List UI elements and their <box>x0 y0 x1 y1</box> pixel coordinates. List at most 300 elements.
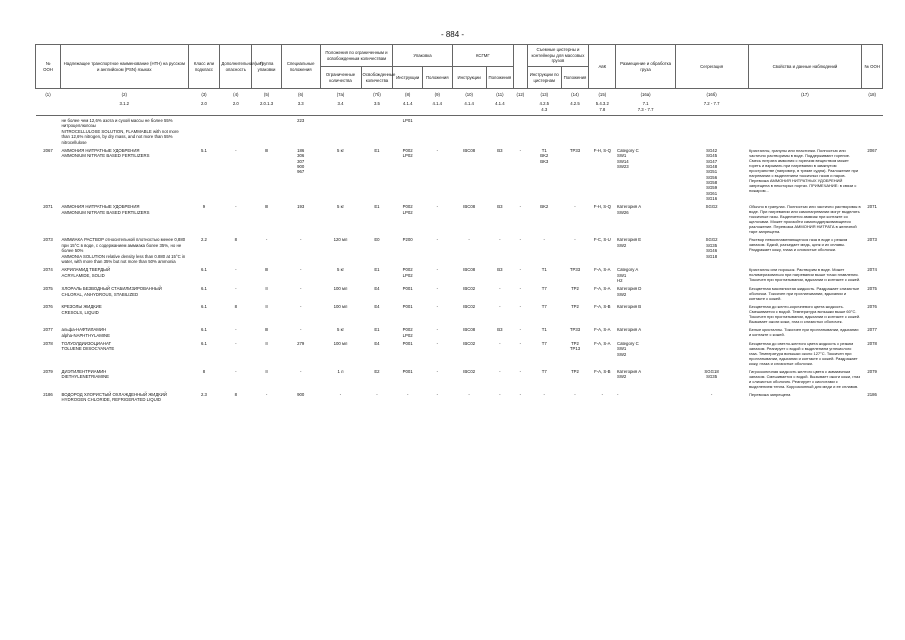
column-reference: 3.5 <box>361 98 393 115</box>
column-reference: 4.2.5 4.3 <box>527 98 561 115</box>
column-number: (12) <box>516 92 525 97</box>
properties: Обычно в гранулах. Полностью или частично растворимы в воде. При нагревании или самонагревании могут выделять токсичные газы. Выделяется аммиак при контакте со щелочами. Может произойти самоподдерживающееся разложение. Перевозка АММОНИЯ НИТРАТА в железной таре запрещена. <box>749 204 861 235</box>
column-reference: 4.2.5 <box>561 98 588 115</box>
table-row <box>36 146 883 203</box>
ems: - <box>601 392 604 398</box>
stowage: - <box>616 392 619 398</box>
un-number-right: 2077 <box>867 327 877 333</box>
tank-instruction: - <box>543 237 545 243</box>
packing-provision: - <box>436 327 438 333</box>
column-number: (11) <box>496 92 504 97</box>
header-subsidiary-risk: Дополнительная(ые) опасность <box>220 45 252 89</box>
stowage <box>616 116 675 146</box>
header-stowage: Размещение и обработка груза <box>616 45 675 89</box>
proper-shipping-name: АММИАКА РАСТВОР относительной плотностью менее 0,880 при 15°C в воде, с содержанием аммиака более 35%, но не более 50% AMMONIA SOLUTION relative density less than 0.880 at 15°C in water, with more than 35% but not more than 50% ammonia <box>61 237 186 264</box>
column-references-row <box>36 98 883 115</box>
ibc-provision: B3 <box>497 327 503 333</box>
header-col12 <box>514 45 528 89</box>
column-reference <box>514 98 528 115</box>
packing-provision: - <box>436 286 438 292</box>
stowage: Category C SW1 SW14 SW23 <box>616 147 639 169</box>
proper-shipping-name: АКРИЛАМИД ТВЕРДЫЙ ACRYLAMIDE, SOLID <box>61 267 111 278</box>
column-reference: 4.1.4 <box>486 98 513 115</box>
special-provisions: 900 <box>297 392 305 398</box>
header-packing: Упаковка <box>393 45 452 67</box>
excepted-quantity: E4 <box>374 341 380 347</box>
un-number-right: 2075 <box>867 286 877 292</box>
col12: - <box>519 369 522 375</box>
excepted-quantity <box>361 116 393 146</box>
packing-provision: - <box>436 304 438 310</box>
tank-provision <box>561 116 588 146</box>
header-packing-instructions: Инструкции <box>393 67 423 89</box>
column-reference: 3.3 <box>281 98 320 115</box>
ems: F-A, S-B <box>594 304 611 310</box>
special-provisions: - <box>299 304 302 310</box>
packing-instruction: P001 <box>402 369 413 375</box>
segregation <box>675 325 748 339</box>
ibc-instruction: IBC08 <box>463 204 476 210</box>
properties: Бесцветная до желто-коричневого цвета жидкость. Смешивается с водой. Температура вспышки выше 60°C. Токсичен при проглатывании, вдыхании и контакте с кожей. Вызывает ожоги кожи, глаз и слизистых оболочек. <box>749 304 861 325</box>
tank-instruction: T7 <box>541 341 547 347</box>
packing-group: III <box>264 327 269 333</box>
tank-instruction: T1 <box>541 267 547 273</box>
col12: - <box>519 204 522 210</box>
limited-quantity: 5 кг <box>337 204 345 210</box>
page-number: - 884 - <box>440 30 465 39</box>
un-number <box>36 116 61 146</box>
tank-provision: TP33 <box>569 147 581 153</box>
class: 9 <box>202 204 206 210</box>
ems: F-A, S-A <box>594 341 611 347</box>
special-provisions: - <box>299 237 302 243</box>
packing-instruction: P002 LP02 <box>402 327 413 338</box>
subsidiary-risk: - <box>235 369 237 375</box>
ibc-instruction <box>452 116 486 146</box>
column-reference: 2.0 <box>220 98 252 115</box>
packing-instruction: P002 LP02 <box>402 147 413 159</box>
column-number: (2) <box>121 92 127 97</box>
proper-shipping-name: ДИЭТИЛЕНТРИАМИН DIETHYLENETRIAMINE <box>61 369 110 380</box>
col12: - <box>519 267 522 273</box>
tank-instruction: T1 BK2 BK3 <box>540 147 549 164</box>
ibc-provision: B3 <box>497 147 503 153</box>
special-provisions: 279 <box>297 341 305 347</box>
packing-instruction: P001 <box>402 304 413 310</box>
packing-provision: - <box>436 392 438 398</box>
segregation: SGG2 SG35 SG46 SG18 <box>705 237 718 259</box>
properties: Перевозка запрещена <box>749 392 791 398</box>
special-provisions: - <box>299 327 302 333</box>
properties: Кристаллы или порошок. Растворим в воде. Может полимеризоваться при нагревании выше точки плавления. Токсичен при проглатывании, вдыхании и контакте с кожей. <box>749 267 861 283</box>
packing-group: II <box>265 341 268 347</box>
packing-provision: - <box>436 267 438 273</box>
special-provisions: 193 <box>297 204 305 210</box>
col12: - <box>519 327 522 333</box>
ibc-instruction: IBC02 <box>463 286 476 292</box>
table-row <box>36 235 883 265</box>
header-class: Класс или подкласс <box>188 45 220 89</box>
packing-provision: - <box>436 341 438 347</box>
tank-instruction: T1 <box>541 327 547 333</box>
tank-provision: - <box>574 204 576 210</box>
tank-instruction: - <box>543 392 545 398</box>
column-number: (7б) <box>373 92 381 97</box>
limited-quantity: - <box>339 392 342 398</box>
ibc-instruction: IBC02 <box>463 341 476 347</box>
limited-quantity: 100 мл <box>333 341 348 347</box>
header-packing-provisions: Положения <box>422 67 452 89</box>
limited-quantity: 5 кг <box>337 267 345 273</box>
packing-instruction: LP01 <box>402 118 413 124</box>
ems <box>589 116 616 146</box>
special-provisions: - <box>299 286 302 292</box>
table-body <box>36 89 883 404</box>
header-packing-group: Группа упаковки <box>252 45 282 89</box>
packing-group <box>252 116 282 146</box>
ibc-provision: B3 <box>497 204 503 210</box>
un-number-right <box>862 116 883 146</box>
ibc-provision: - <box>499 237 501 243</box>
subsidiary-risk: 8 <box>234 392 237 398</box>
column-reference <box>862 98 883 115</box>
tank-instruction: T7 <box>541 369 547 375</box>
ems: F-C, S-U <box>593 237 611 243</box>
packing-provision: - <box>436 369 438 375</box>
excepted-quantity: E2 <box>374 369 380 375</box>
properties: Гигроскопичная жидкость желтого цвета с аммиачным запахом. Смешивается с водой. Вызывает ожоги кожи, глаз и слизистых оболочек. Реагирует с кислотами с выделением тепла. Коррозионный для меди и ее сплавов. <box>749 369 861 390</box>
stowage: Категория А SW26 <box>616 204 642 215</box>
column-reference: 4.1.4 <box>393 98 423 115</box>
proper-shipping-name: ТОЛУОЛДИИЗОЦИАНАТ TOLUENE DIISOCYANATE <box>61 341 115 352</box>
header-tanks: Съемные цистерны и контейнеры для массовых грузов <box>527 45 588 67</box>
packing-group: III <box>264 267 269 273</box>
table-row <box>36 390 883 404</box>
limited-quantity <box>320 116 361 146</box>
segregation <box>675 116 748 146</box>
ibc-instruction: IBC02 <box>463 369 476 375</box>
segregation: - <box>710 392 713 398</box>
limited-quantity: 5 кг <box>337 147 345 153</box>
column-number: (17) <box>801 92 809 97</box>
column-number: (6) <box>298 92 304 97</box>
tank-instruction <box>527 116 561 146</box>
excepted-quantity: E1 <box>374 267 380 273</box>
excepted-quantity: - <box>376 392 378 398</box>
class: 6.1 <box>200 304 207 310</box>
ems: F-H, S-Q <box>593 147 611 153</box>
un-number: 2077 <box>43 327 53 333</box>
col12: - <box>519 286 522 292</box>
header-limited-quantities: Ограниченные количества <box>320 67 361 89</box>
packing-group: - <box>265 237 268 243</box>
header-name: Надлежащее транспортное наименование (НТН) на русском и английском (PSN) языках <box>61 45 188 89</box>
segregation: SG42 SG45 SG47 SG48 SG51 SG56 SG58 SG59 SG61 SG16 <box>706 147 718 202</box>
tank-provision: TP2 <box>571 304 579 310</box>
column-reference: 3.4 <box>320 98 361 115</box>
packing-provision: - <box>436 147 438 153</box>
column-number: (4) <box>233 92 239 97</box>
tank-instruction: T7 <box>541 286 547 292</box>
stowage: Category C SW1 SW2 <box>616 341 639 357</box>
un-number: 2186 <box>43 392 53 398</box>
header-tank-instructions: Инструкции по цистернам <box>527 67 561 89</box>
limited-quantity: 5 кг <box>337 327 345 333</box>
stowage: Category A SW1 H2 <box>616 267 639 283</box>
col12: - <box>519 237 522 243</box>
column-number: (10) <box>465 92 473 97</box>
class: 6.1 <box>200 286 207 292</box>
header-special-provisions: Специальные положения <box>281 45 320 89</box>
ibc-provision: - <box>499 304 501 310</box>
column-number: (13) <box>540 92 549 97</box>
ibc-instruction: IBC08 <box>463 147 476 153</box>
subsidiary-risk: - <box>235 204 237 210</box>
table-row <box>36 116 883 146</box>
proper-shipping-name: альфа-НАФТИЛАМИН alpha-NAPHTHYLAMINE <box>61 327 111 338</box>
ibc-provision <box>486 116 513 146</box>
column-number: (15) <box>598 92 607 97</box>
proper-shipping-name: не более чем 12,6% азота и сухой массы не более 55% нитроцеллюлозы NITROCELLULOSE SOLUTION, FLAMMABLE with not more than 12,6% nitrogen, by dry mass, and not more than 55% nitrocellulose <box>61 118 179 145</box>
table-row <box>36 284 883 302</box>
class: 6.1 <box>200 267 207 273</box>
subsidiary-risk: - <box>235 327 237 333</box>
col12 <box>514 116 528 146</box>
class: 5.1 <box>200 147 207 153</box>
excepted-quantity: E1 <box>374 147 380 153</box>
class <box>188 116 220 146</box>
excepted-quantity: E4 <box>374 286 380 292</box>
header-ems: АвК <box>589 45 616 89</box>
class: 6.1 <box>200 341 207 347</box>
tank-instruction: BK2 <box>540 204 549 210</box>
stowage: Категория D SW2 <box>616 286 642 297</box>
column-number: (9) <box>434 92 440 97</box>
class: 6.1 <box>200 327 207 333</box>
limited-quantity: 100 мл <box>333 304 348 310</box>
segregation: SGG18 SG35 <box>704 369 719 380</box>
limited-quantity: 120 мл <box>333 237 348 243</box>
col12: - <box>519 304 522 310</box>
un-number-right: 2073 <box>867 237 877 243</box>
column-reference: 7.1 7.3 - 7.7 <box>616 98 675 115</box>
un-number: 2074 <box>43 267 53 273</box>
packing-group: III <box>264 147 269 153</box>
un-number: 2075 <box>43 286 53 292</box>
header-limited-excepted: Положения по ограниченным и освобожденным количествам <box>320 45 393 67</box>
table-row <box>36 339 883 367</box>
subsidiary-risk <box>220 116 252 146</box>
tank-provision: TP33 <box>569 267 581 273</box>
proper-shipping-name: АММОНИЯ НИТРАТНЫЕ УДОБРЕНИЯ AMMONIUM NITRATE BASED FERTILIZERS <box>61 147 150 159</box>
un-number-right: 2067 <box>867 147 877 153</box>
column-number: (8) <box>405 92 411 97</box>
packing-group: III <box>264 204 269 210</box>
segregation: SGG2 <box>705 204 718 210</box>
un-number-right: 2079 <box>867 369 877 375</box>
proper-shipping-name: АММОНИЯ НИТРАТНЫЕ УДОБРЕНИЯ AMMONIUM NITRATE BASED FERTILIZERS <box>61 204 150 215</box>
un-number: 2078 <box>43 341 53 347</box>
packing-provision: - <box>436 237 438 243</box>
class: 2.3 <box>200 392 207 398</box>
col12: - <box>519 147 522 153</box>
column-reference <box>36 98 61 115</box>
properties <box>748 116 862 146</box>
segregation <box>675 265 748 284</box>
packing-instruction: P002 LP02 <box>402 204 413 215</box>
un-number: 2067 <box>43 147 53 153</box>
un-number-right: 2076 <box>867 304 877 310</box>
subsidiary-risk: - <box>235 267 237 273</box>
excepted-quantity: E0 <box>374 237 380 243</box>
packing-group: II <box>265 286 268 292</box>
excepted-quantity: E1 <box>374 327 380 333</box>
segregation <box>675 339 748 367</box>
column-reference: 5.4.3.2 7.8 <box>589 98 616 115</box>
proper-shipping-name: КРЕЗОЛЫ ЖИДКИЕ CRESOLS, LIQUID <box>61 304 102 315</box>
packing-instruction: P001 <box>402 286 413 292</box>
special-provisions: 186 306 307 900 967 <box>297 147 305 175</box>
ibc-provision: - <box>499 369 501 375</box>
segregation <box>675 302 748 325</box>
column-reference: 3.1.2 <box>61 98 188 115</box>
column-reference: 4.1.4 <box>452 98 486 115</box>
column-number: (5) <box>263 92 270 97</box>
column-number: (16а) <box>640 92 651 97</box>
column-reference <box>748 98 862 115</box>
column-reference: 2.0 <box>188 98 220 115</box>
subsidiary-risk: - <box>235 341 237 347</box>
special-provisions: - <box>299 369 302 375</box>
un-number-right: 2074 <box>867 267 877 273</box>
stowage: Категория А <box>616 327 642 333</box>
column-reference: 2.0.1.3 <box>252 98 282 115</box>
tank-provision: TP2 TP13 <box>569 341 581 352</box>
excepted-quantity: E1 <box>374 204 380 210</box>
stowage: Категория А SW2 <box>616 369 642 380</box>
tank-provision: - <box>574 392 576 398</box>
properties: Белые кристаллы. Токсичен при проглатывании, вдыхании и контакте с кожей. <box>749 327 859 338</box>
ibc-instruction: - <box>468 392 470 398</box>
header-tank-provisions: Положения <box>561 67 588 89</box>
un-number-right: 2071 <box>867 204 877 210</box>
dangerous-goods-list-table <box>35 44 883 404</box>
tank-provision: TP33 <box>569 327 581 333</box>
tank-provision: TP2 <box>571 286 579 292</box>
column-number: (18) <box>868 92 876 97</box>
header-ibc-provisions: Положения <box>486 67 513 89</box>
ibc-provision: - <box>499 392 501 398</box>
subsidiary-risk: - <box>235 147 237 153</box>
table-row <box>36 202 883 235</box>
ibc-provision: - <box>499 286 501 292</box>
un-number: 2071 <box>43 204 53 210</box>
packing-instruction: P200 <box>402 237 413 243</box>
ems: F-A, S-B <box>594 369 611 375</box>
packing-group: - <box>265 392 268 398</box>
ibc-instruction: IBC08 <box>463 327 476 333</box>
header-excepted-quantities: Освобожденные количества <box>361 67 393 89</box>
tank-provision: - <box>574 237 576 243</box>
table-row <box>36 265 883 284</box>
properties: Кристаллы, гранулы или пластинки. Полностью или частично растворимы в воде. Поддерживают горение. Смесь нитрата аммония с горючим веществом может гореть и взрывать при нагревании в замкнутом пространстве (например, в трюме судна). Разложение при нагревании с выделением токсичных газов и паров. Перевозка АММОНИЯ НИТРАТНЫХ УДОБРЕНИЙ запрещена в некоторых портах. ПРИМЕЧАНИЕ: в связи с пожаром... <box>749 147 859 193</box>
packing-provision <box>422 116 452 146</box>
packing-group: II <box>265 369 268 375</box>
un-number: 2073 <box>43 237 53 243</box>
ems: F-A, S-A <box>594 327 611 333</box>
header-ibc-instructions: Инструкции <box>452 67 486 89</box>
subsidiary-risk: - <box>235 286 237 292</box>
table-row <box>36 302 883 325</box>
class: 2.2 <box>200 237 207 243</box>
col12: - <box>519 392 522 398</box>
un-number: 2076 <box>43 304 53 310</box>
header-segregation: Сегрегация <box>675 45 748 89</box>
packing-instruction: P001 <box>402 341 413 347</box>
proper-shipping-name: ХЛОРАЛЬ БЕЗВОДНЫЙ СТАБИЛИЗИРОВАННЫЙ CHLORAL, ANHYDROUS, STABILIZED <box>61 286 162 297</box>
special-provisions: - <box>299 267 302 273</box>
class: 8 <box>202 369 206 375</box>
ibc-instruction: - <box>468 237 470 243</box>
un-number-right: 2078 <box>867 341 877 347</box>
subsidiary-risk: 8 <box>234 237 237 243</box>
tank-provision: TP2 <box>571 369 579 375</box>
un-number-right: 2186 <box>867 392 877 398</box>
ems: F-A, S-A <box>594 286 611 292</box>
column-reference: 7.2 - 7.7 <box>675 98 748 115</box>
excepted-quantity: E4 <box>374 304 380 310</box>
ibc-instruction: IBC02 <box>463 304 476 310</box>
table-row <box>36 325 883 339</box>
column-number: (1) <box>45 92 51 97</box>
header-ibc: КСГМГ <box>452 45 513 67</box>
column-numbers-row <box>36 89 883 99</box>
tank-instruction: T7 <box>541 304 547 310</box>
ibc-provision: - <box>499 341 501 347</box>
ems: F-A, S-A <box>594 267 611 273</box>
packing-group: II <box>265 304 268 310</box>
segregation <box>675 284 748 302</box>
limited-quantity: 1 л <box>337 369 344 375</box>
properties: Раствор невоспламеняющегося газа в воде с резким запахом. Едкий, разъедает медь, цинк и их сплавы. Раздражает кожу, глаза и слизистые оболочки. <box>749 237 848 253</box>
stowage: Категория В <box>616 304 642 310</box>
column-number: (16б) <box>706 92 717 97</box>
table-row <box>36 367 883 390</box>
header-un: № ООН <box>36 45 61 89</box>
limited-quantity: 100 мл <box>333 286 348 292</box>
properties: Бесцветная до светло-желтого цвета жидкость с резким запахом. Реагирует с водой с выделением углекислого газа. Температура вспышки около 127°C. Токсичен при проглатывании, вдыхании и контакте с кожей. Раздражает кожу, глаза и слизистые оболочки. <box>749 341 858 367</box>
stowage: Категория Е SW2 <box>616 237 642 248</box>
un-number: 2079 <box>43 369 53 375</box>
col12: - <box>519 341 522 347</box>
subsidiary-risk: 8 <box>234 304 237 310</box>
packing-instruction: - <box>406 392 409 398</box>
column-number: (3) <box>201 92 207 97</box>
column-number: (7а) <box>336 92 345 97</box>
ibc-provision: B3 <box>497 267 503 273</box>
column-reference: 4.1.4 <box>422 98 452 115</box>
properties: Бесцветная маслянистая жидкость. Раздражает слизистые оболочки. Токсичен при проглатывании, вдыхании и контакте с кожей. <box>749 286 860 302</box>
ems: F-H, S-Q <box>593 204 611 210</box>
ibc-instruction: IBC08 <box>463 267 476 273</box>
header-un-2: № ООН <box>862 45 883 89</box>
proper-shipping-name: ВОДОРОД ХЛОРИСТЫЙ ОХЛАЖДЕННЫЙ ЖИДКИЙ HYDROGEN CHLORIDE, REFRIGERATED LIQUID <box>61 392 167 403</box>
packing-instruction: P002 LP02 <box>402 267 413 278</box>
packing-provision: - <box>436 204 438 210</box>
special-provisions: 223 <box>297 118 305 124</box>
column-number: (14) <box>571 92 579 97</box>
header-properties: Свойства и данные наблюдений <box>748 45 862 89</box>
